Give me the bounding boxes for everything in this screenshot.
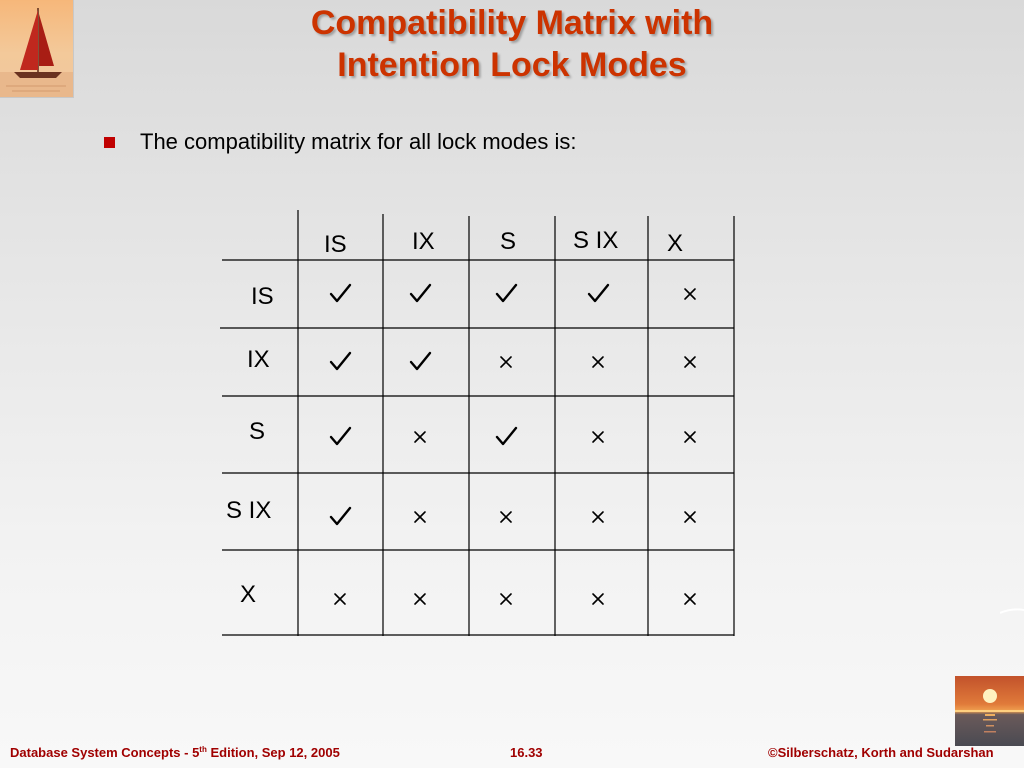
- check-icon: [325, 279, 355, 309]
- bullet-item: [104, 129, 576, 155]
- footer-left-sup: th: [199, 745, 207, 754]
- title-line-1: Compatibility Matrix with: [310, 4, 714, 42]
- check-icon: [325, 422, 355, 452]
- check-icon: [491, 422, 521, 452]
- row-header-six: S IX: [226, 497, 272, 524]
- footer-left: [10, 745, 340, 760]
- column-header-ix: IX: [412, 228, 435, 255]
- bullet-square-icon: [104, 137, 115, 148]
- cross-icon: [491, 502, 521, 532]
- slide-title: [200, 2, 824, 86]
- cross-icon: [675, 584, 705, 614]
- cross-icon: [675, 502, 705, 532]
- cross-icon: [675, 279, 705, 309]
- cross-icon: [583, 422, 613, 452]
- sailboat-image: [0, 0, 74, 98]
- footer-copyright: ©Silberschatz, Korth and Sudarshan: [768, 745, 994, 760]
- cross-icon: [675, 422, 705, 452]
- title-line-2: Intention Lock Modes: [337, 46, 687, 84]
- decorative-swoosh: [1000, 608, 1024, 614]
- bullet-text: The compatibility matrix for all lock modes is:: [140, 129, 577, 154]
- footer-page-number: 16.33: [510, 745, 543, 760]
- check-icon: [325, 502, 355, 532]
- cross-icon: [583, 347, 613, 377]
- cross-icon: [583, 584, 613, 614]
- column-header-six: S IX: [573, 227, 619, 254]
- footer-left-prefix: Database System Concepts - 5: [10, 745, 200, 760]
- cross-icon: [405, 422, 435, 452]
- row-header-s: S: [249, 418, 266, 445]
- row-header-ix: IX: [247, 346, 270, 373]
- cross-icon: [675, 347, 705, 377]
- check-icon: [325, 347, 355, 377]
- cross-icon: [325, 584, 355, 614]
- column-header-s: S: [500, 228, 517, 255]
- cross-icon: [491, 584, 521, 614]
- check-icon: [491, 279, 521, 309]
- column-header-x: X: [667, 230, 684, 257]
- column-header-is: IS: [324, 231, 347, 258]
- cross-icon: [491, 347, 521, 377]
- cross-icon: [405, 502, 435, 532]
- check-icon: [583, 279, 613, 309]
- cross-icon: [583, 502, 613, 532]
- sunset-image: [955, 676, 1024, 746]
- row-header-x: X: [240, 581, 257, 608]
- check-icon: [405, 347, 435, 377]
- check-icon: [405, 279, 435, 309]
- cross-icon: [405, 584, 435, 614]
- row-header-is: IS: [251, 283, 274, 310]
- footer-left-suffix: Edition, Sep 12, 2005: [206, 745, 340, 760]
